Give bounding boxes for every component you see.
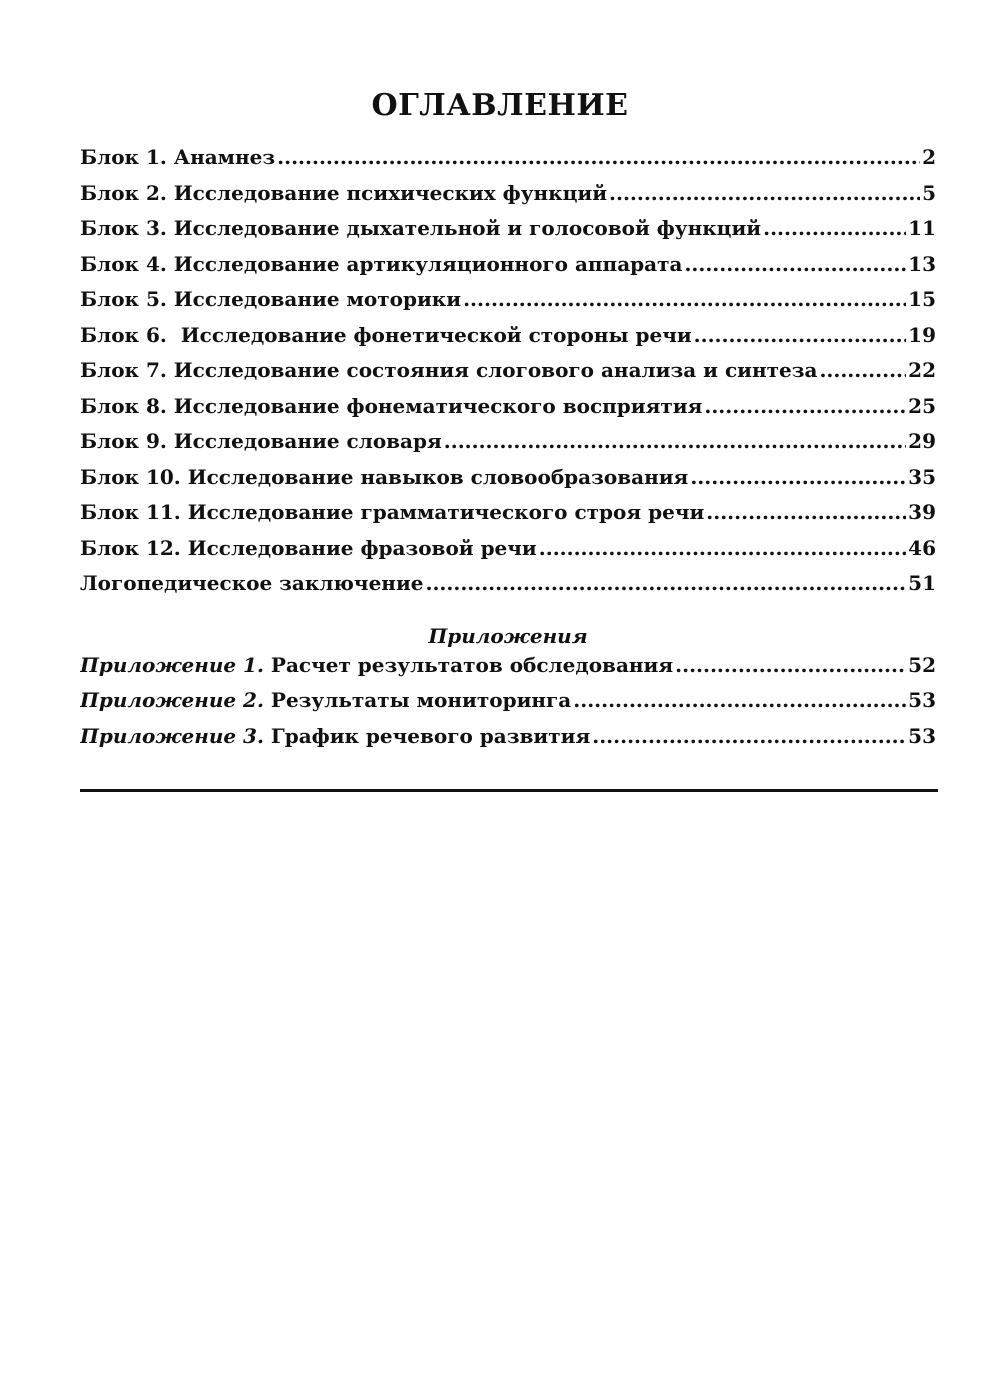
leader-dots	[609, 181, 920, 205]
appendix-entry-label: Расчет результатов обследования	[270, 652, 674, 677]
leader-dots	[539, 536, 906, 560]
toc-entry-page: 25	[908, 393, 936, 418]
appendix-entry-prefix: Приложение 2.	[80, 688, 264, 712]
leader-dots	[592, 724, 906, 748]
appendix-entry-page: 52	[908, 652, 936, 677]
page-title: ОГЛАВЛЕНИЕ	[371, 88, 629, 123]
leader-dots	[675, 653, 906, 677]
leader-dots	[819, 358, 906, 382]
toc-entry-page: 35	[908, 464, 936, 489]
toc-entry	[80, 536, 936, 572]
toc-entry-label: Блок 9. Исследование словаря	[80, 429, 442, 453]
table-of-contents	[80, 145, 936, 759]
toc-entry-page: 22	[908, 358, 936, 382]
toc-entry-label: Блок 1. Анамнез	[80, 145, 276, 169]
toc-entry-label: Блок 8. Исследование фонематического восприятия	[80, 393, 703, 418]
leader-dots	[763, 216, 906, 240]
toc-entry-label: Блок 10. Исследование навыков словообразования	[80, 464, 689, 489]
toc-entry-label: Логопедическое заключение	[80, 571, 424, 595]
appendix-entry-prefix: Приложение 3.	[80, 723, 264, 748]
appendix-entry	[80, 688, 936, 724]
leader-dots	[690, 465, 906, 489]
toc-entry-page: 11	[908, 216, 936, 240]
toc-entry	[80, 216, 936, 252]
toc-entry-label: Блок 11. Исследование грамматического строя речи	[80, 500, 705, 524]
toc-entry-page: 5	[922, 180, 936, 205]
appendix-entry-text	[80, 724, 590, 748]
appendix-entry	[80, 653, 936, 689]
toc-entry-label: Блок 6. Исследование фонетической стороны речи	[80, 322, 692, 347]
toc-entry-page: 13	[908, 251, 936, 276]
horizontal-divider	[80, 789, 938, 792]
appendix-entry-label: Результаты мониторинга	[270, 688, 572, 712]
toc-entry-label: Блок 12. Исследование фразовой речи	[80, 535, 537, 560]
appendix-entry-text	[80, 653, 673, 677]
toc-entry	[80, 429, 936, 465]
leader-dots	[426, 571, 907, 595]
leader-dots	[444, 429, 906, 453]
appendix-entry-label: График речевого развития	[270, 723, 591, 748]
toc-entry-page: 19	[908, 322, 936, 347]
toc-entry-page: 51	[908, 571, 936, 595]
toc-entry-label: Блок 5. Исследование моторики	[80, 287, 462, 311]
toc-entry-label: Блок 2. Исследование психических функций	[80, 180, 608, 205]
toc-entry	[80, 181, 936, 217]
toc-entry-label: Блок 3. Исследование дыхательной и голосовой функций	[80, 216, 762, 240]
toc-entry	[80, 571, 936, 607]
appendix-section-title: Приложения	[428, 623, 588, 648]
toc-entry	[80, 323, 936, 359]
toc-entry-page: 29	[908, 429, 936, 453]
toc-entry-page: 2	[922, 145, 936, 169]
leader-dots	[706, 500, 906, 524]
leader-dots	[277, 145, 920, 169]
leader-dots	[463, 287, 906, 311]
toc-entry	[80, 287, 936, 323]
leader-dots	[704, 394, 906, 418]
toc-entry	[80, 465, 936, 501]
toc-entry	[80, 394, 936, 430]
toc-entry-page: 39	[908, 500, 936, 524]
appendix-entry-page: 53	[908, 723, 936, 748]
leader-dots	[573, 688, 906, 712]
toc-entry	[80, 358, 936, 394]
leader-dots	[684, 252, 906, 276]
toc-entry	[80, 500, 936, 536]
toc-entry-page: 46	[908, 535, 936, 560]
appendix-entry-prefix: Приложение 1.	[80, 652, 264, 677]
appendix-entry	[80, 724, 936, 760]
toc-entry	[80, 252, 936, 288]
toc-entry-label: Блок 7. Исследование состояния слогового анализа и синтеза	[80, 358, 818, 382]
toc-entry	[80, 145, 936, 181]
appendix-entry-text	[80, 688, 571, 712]
toc-entry-label: Блок 4. Исследование артикуляционного аппарата	[80, 251, 683, 276]
appendix-entry-page: 53	[908, 688, 936, 712]
leader-dots	[694, 323, 906, 347]
toc-entry-page: 15	[908, 287, 936, 311]
